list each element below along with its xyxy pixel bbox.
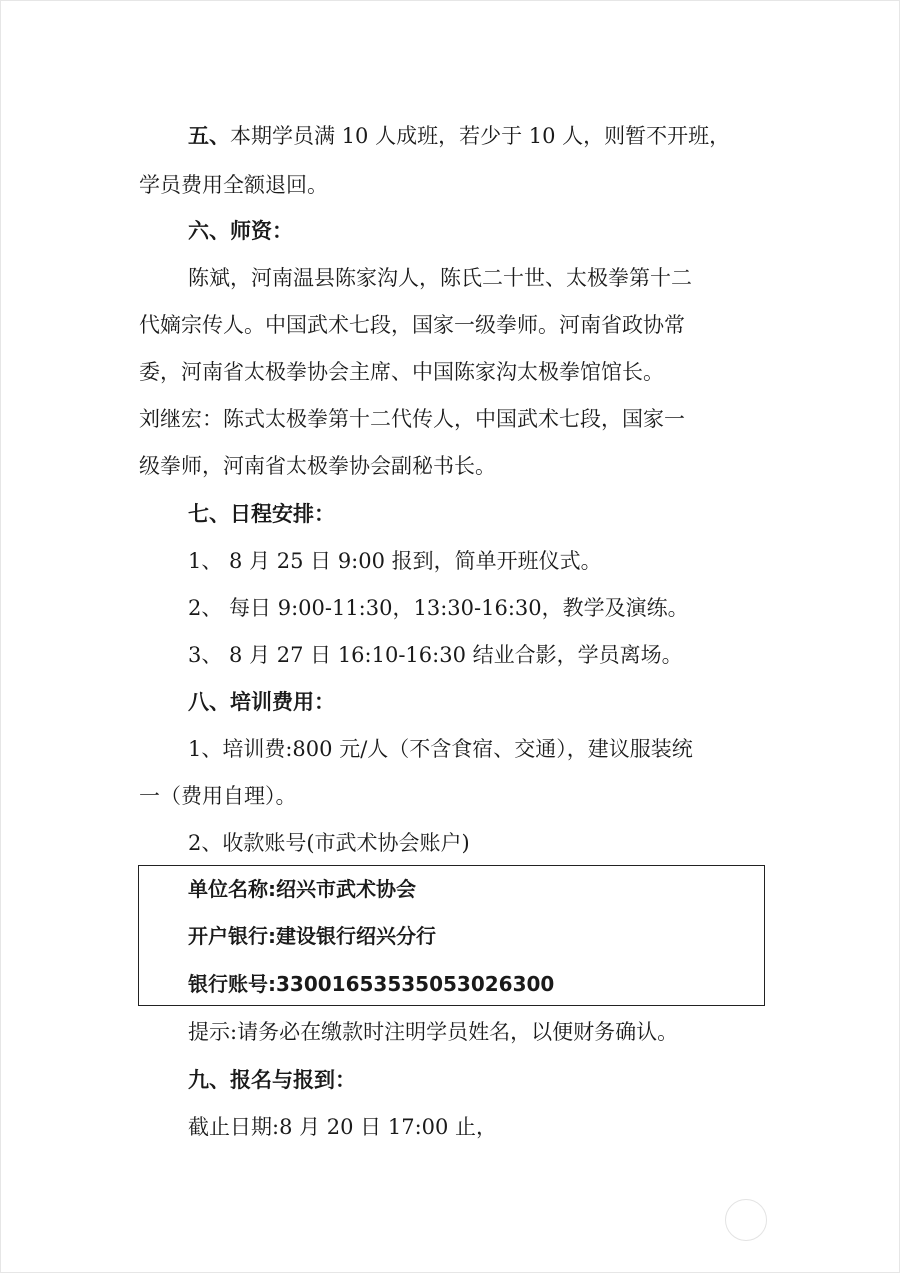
teacher1-line2: 代嫡宗传人。中国武术七段，国家一级拳师。河南省政协常 (139, 313, 685, 337)
teacher1-line1: 陈斌，河南温县陈家沟人，陈氏二十世、太极拳第十二 (188, 266, 692, 290)
account-number: 银行账号:33001653535053026300 (188, 972, 555, 996)
schedule-item: 2、 每日 9:00-11:30，13:30-16:30，教学及演练。 (188, 596, 689, 620)
section6-heading: 六、师资： (188, 219, 293, 243)
fee-line2: 一（费用自理）。 (139, 784, 297, 808)
section5-heading: 五、 (188, 124, 230, 148)
teacher1-line3: 委，河南省太极拳协会主席、中国陈家沟太极拳馆馆长。 (139, 360, 664, 384)
section8-heading: 八、培训费用： (188, 690, 335, 714)
account-info-box (138, 865, 765, 1006)
teacher2-line1: 刘继宏：陈式太极拳第十二代传人，中国武术七段，国家一 (139, 407, 685, 431)
section9-heading: 九、报名与报到： (188, 1068, 356, 1092)
watermark-seal (725, 1199, 767, 1241)
schedule-item: 3、 8 月 27 日 16:10-16:30 结业合影，学员离场。 (188, 643, 683, 667)
account-intro: 2、收款账号(市武术协会账户) (188, 831, 470, 855)
section5-paragraph (188, 121, 899, 151)
section5-text: 本期学员满 10 人成班，若少于 10 人，则暂不开班， (230, 124, 731, 148)
section5-text-cont: 学员费用全额退回。 (139, 173, 328, 197)
deadline-text: 截止日期:8 月 20 日 17:00 止， (188, 1115, 498, 1139)
teacher2-line2: 级拳师，河南省太极拳协会副秘书长。 (139, 454, 496, 478)
account-bank: 开户银行:建设银行绍兴分行 (188, 924, 436, 948)
section7-heading: 七、日程安排： (188, 502, 335, 526)
schedule-item: 1、 8 月 25 日 9:00 报到，简单开班仪式。 (188, 549, 602, 573)
account-name: 单位名称:绍兴市武术协会 (188, 877, 416, 901)
fee-line1: 1、培训费:800 元/人（不含食宿、交通），建议服装统 (188, 737, 693, 761)
payment-tip: 提示:请务必在缴款时注明学员姓名，以便财务确认。 (188, 1020, 679, 1044)
